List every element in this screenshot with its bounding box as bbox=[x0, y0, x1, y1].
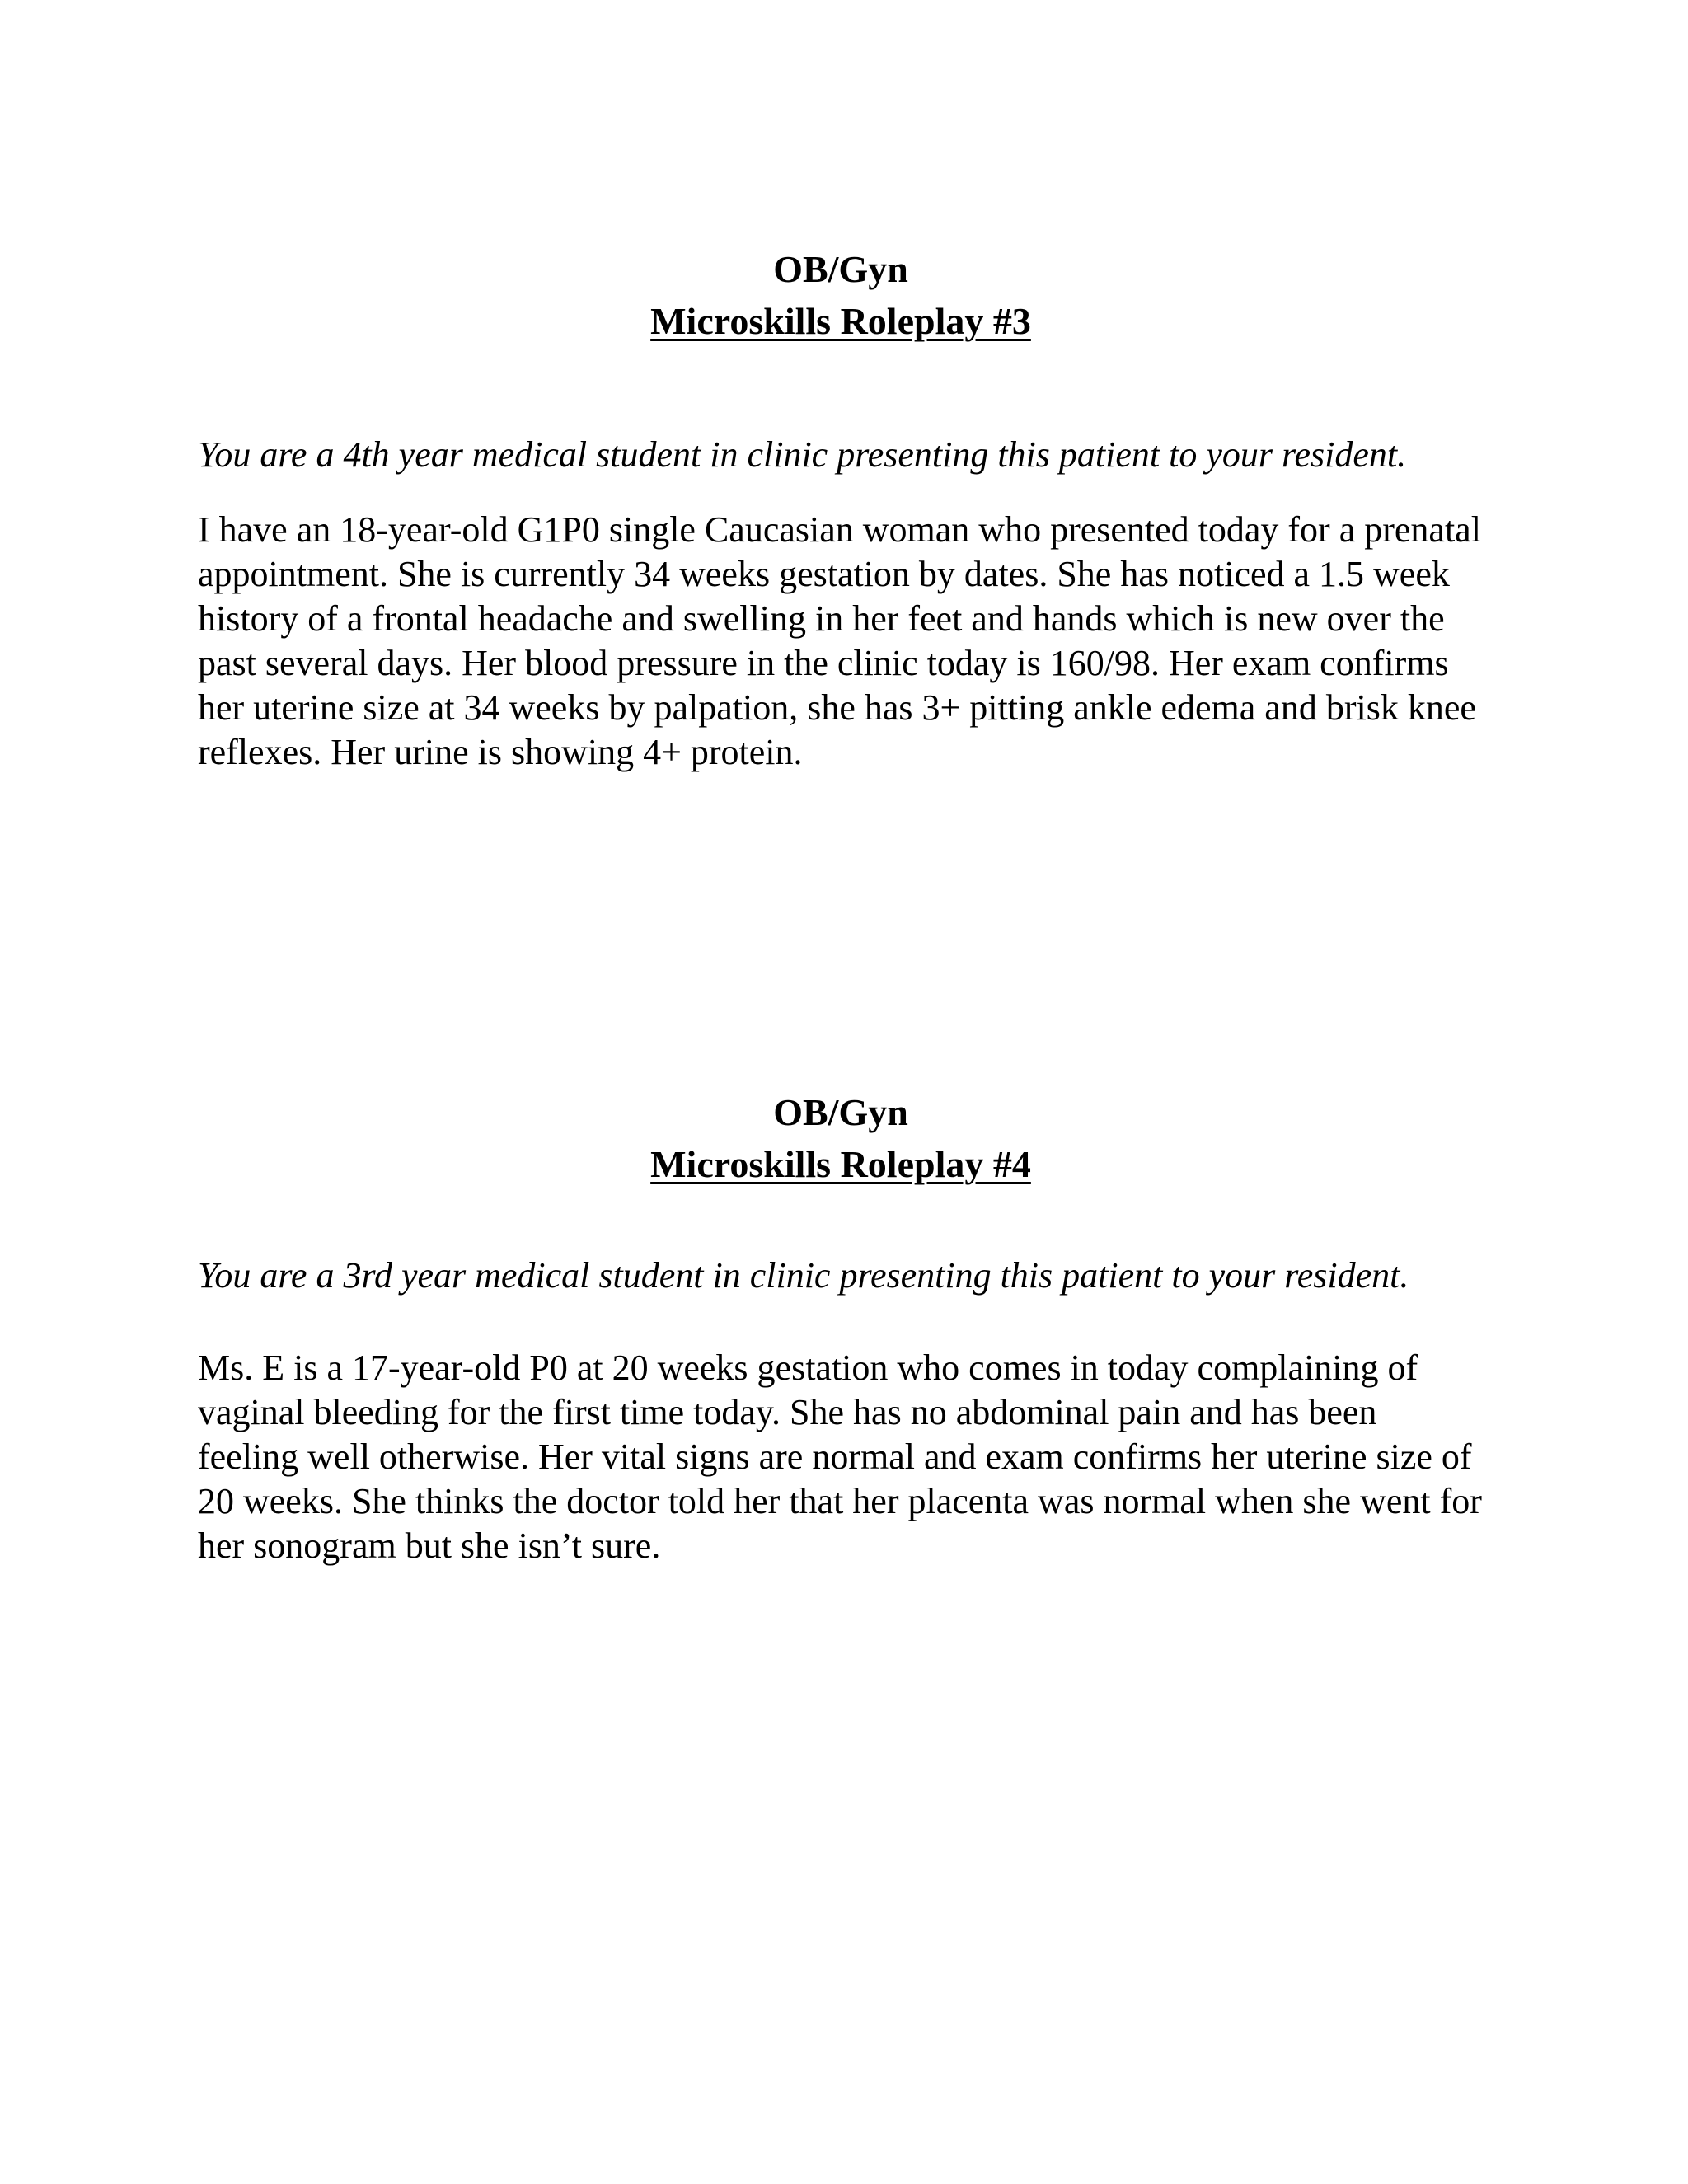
scenario-intro: You are a 3rd year medical student in clinic presenting this patient to your resident. bbox=[198, 1255, 1409, 1296]
section-heading: OB/Gyn bbox=[773, 248, 908, 290]
section-subheading: Microskills Roleplay #4 bbox=[650, 1143, 1031, 1185]
roleplay-4-section bbox=[198, 1086, 1484, 1568]
roleplay-3-section bbox=[198, 243, 1484, 775]
section-heading: OB/Gyn bbox=[773, 1091, 908, 1133]
case-presentation: I have an 18-year-old G1P0 single Caucasian woman who presented today for a prenatal appointment. She is currently 34 weeks gestation by dates. She has noticed a 1.5 week history of a frontal headache and swelling in her feet and hands which is new over the past several days. Her blood pressure in the clinic today is 160/98. Her exam confirms her uterine size at 34 weeks by palpation, she has 3+ pitting ankle edema and brisk knee reflexes. Her urine is showing 4+ protein. bbox=[198, 509, 1481, 772]
case-presentation: Ms. E is a 17-year-old P0 at 20 weeks gestation who comes in today complaining of vaginal bleeding for the first time today. She has no abdominal pain and has been feeling well otherwise. Her vital signs are normal and exam confirms her uterine size of 20 weeks. She thinks the doctor told her that her placenta was normal when she went for her sonogram but she isn’t sure. bbox=[198, 1347, 1482, 1566]
section-subheading: Microskills Roleplay #3 bbox=[650, 300, 1031, 342]
scenario-intro: You are a 4th year medical student in clinic presenting this patient to your resident. bbox=[198, 434, 1407, 475]
